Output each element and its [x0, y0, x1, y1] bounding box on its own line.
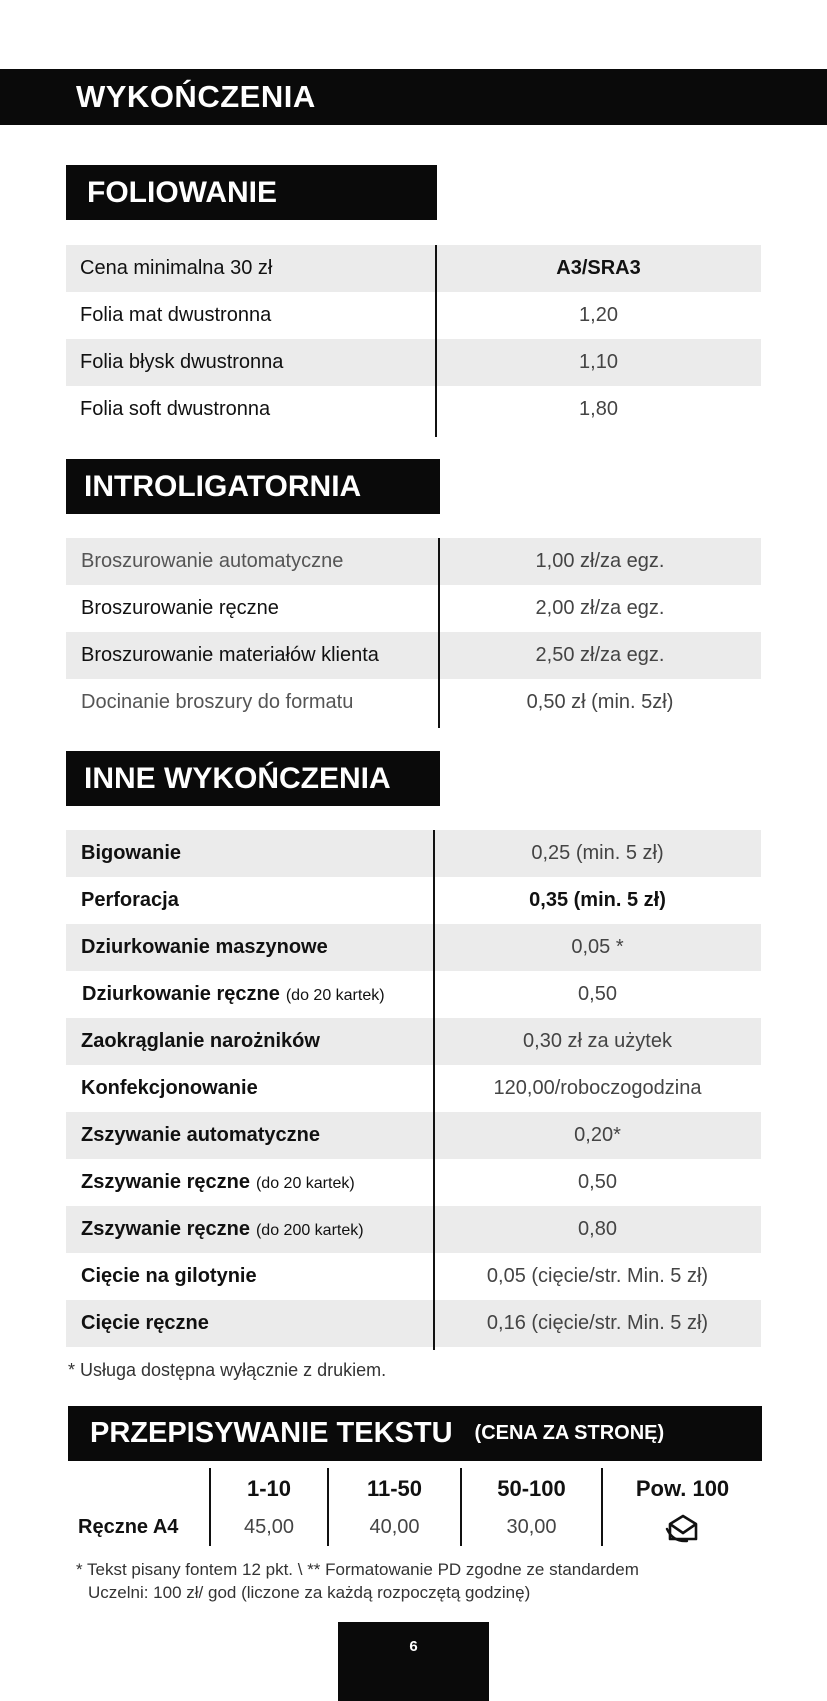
row-label: Zszywanie ręczne (do 20 kartek)	[81, 1171, 355, 1193]
range-header: 11-50	[366, 1476, 423, 1501]
range-header: 50-100	[497, 1476, 566, 1501]
row-label: Dziurkowanie maszynowe	[81, 936, 328, 958]
row-value: 0,50 zł (min. 5zł)	[526, 691, 674, 713]
row-label: Cięcie ręczne	[81, 1312, 209, 1334]
row-value: 0,80	[578, 1218, 617, 1240]
row-value: 0,16 (cięcie/str. Min. 5 zł)	[486, 1312, 709, 1334]
table-row	[66, 632, 761, 679]
table-row	[66, 1159, 761, 1206]
section-title-text: PRZEPISYWANIE TEKSTU	[90, 1417, 453, 1449]
note-line: * Tekst pisany fontem 12 pkt. \ ** Formatowanie PD zgodne ze standardem	[76, 1560, 639, 1579]
column-divider	[433, 830, 435, 1350]
note-line: Uczelni: 100 zł/ god (liczone za każdą rozpoczętą godzinę)	[88, 1583, 531, 1602]
row-label: Folia soft dwustronna	[80, 398, 271, 420]
row-label: Folia błysk dwustronna	[80, 351, 284, 373]
range-header: Pow. 100	[635, 1476, 730, 1501]
section-title-foliowanie	[66, 165, 437, 220]
row-label: Dziurkowanie ręczne (do 20 kartek)	[82, 983, 385, 1005]
row-value: 1,80	[579, 398, 618, 420]
section-title-text: INNE WYKOŃCZENIA	[84, 761, 391, 795]
row-label: Folia mat dwustronna	[80, 304, 272, 326]
row-label: Zaokrąglanie narożników	[81, 1030, 320, 1052]
row-label: Ręczne A4	[78, 1516, 179, 1538]
row-value: 0,05 (cięcie/str. Min. 5 zł)	[486, 1265, 709, 1287]
price-cell: 30,00	[506, 1516, 557, 1538]
row-value: 2,50 zł/za egz.	[535, 644, 665, 666]
table-row	[66, 971, 761, 1018]
section-subtitle: (CENA ZA STRONĘ)	[474, 1422, 665, 1444]
page-number-box	[338, 1622, 489, 1701]
row-value: 0,05 *	[571, 936, 624, 958]
table-row	[66, 1300, 761, 1347]
column-divider	[435, 245, 437, 437]
table-row	[66, 1018, 761, 1065]
table-row	[66, 1206, 761, 1253]
table-header-row	[66, 245, 761, 292]
price-cell: 40,00	[369, 1516, 420, 1538]
section-title-text: FOLIOWANIE	[87, 175, 277, 209]
row-value: 0,25 (min. 5 zł)	[531, 842, 664, 864]
inne-table	[66, 830, 761, 1347]
table-row	[66, 339, 761, 386]
table-row	[66, 877, 761, 924]
page-title-bar	[0, 69, 827, 125]
foliowanie-table	[66, 245, 761, 433]
header-value: A3/SRA3	[556, 257, 641, 279]
service-footnote: * Usługa dostępna wyłącznie z drukiem.	[68, 1360, 387, 1380]
row-label: Bigowanie	[81, 842, 182, 864]
row-label: Broszurowanie ręczne	[81, 597, 279, 619]
row-value: 0,35 (min. 5 zł)	[529, 889, 666, 911]
row-note: (do 200 kartek)	[255, 1222, 364, 1239]
section-title-introligatornia	[66, 459, 440, 514]
table-row	[66, 585, 761, 632]
section-title-text: INTROLIGATORNIA	[84, 469, 362, 503]
section-title-przepisywanie	[68, 1406, 762, 1461]
table-row	[66, 924, 761, 971]
row-label: Konfekcjonowanie	[81, 1077, 258, 1099]
row-value: 1,10	[579, 351, 618, 373]
range-header: 1-10	[246, 1476, 292, 1501]
row-label: Cięcie na gilotynie	[81, 1265, 257, 1287]
row-label: Broszurowanie materiałów klienta	[81, 644, 379, 666]
row-value: 0,30 zł za użytek	[523, 1030, 672, 1052]
page-title: WYKOŃCZENIA	[76, 79, 316, 114]
row-value: 0,50	[578, 983, 617, 1005]
price-cell: 45,00	[243, 1516, 295, 1538]
table-row	[66, 538, 761, 585]
row-value: 0,50	[578, 1171, 617, 1193]
row-note: (do 20 kartek)	[255, 1175, 355, 1192]
table-row	[66, 830, 761, 877]
table-row	[66, 386, 761, 433]
page-number: 6	[409, 1638, 418, 1655]
table-row	[66, 1253, 761, 1300]
table-row	[66, 679, 761, 726]
row-label: Broszurowanie automatyczne	[81, 550, 344, 572]
row-note: (do 20 kartek)	[285, 987, 385, 1004]
section-title-inne	[66, 751, 440, 806]
row-label: Docinanie broszury do formatu	[81, 691, 354, 713]
table-row	[66, 1065, 761, 1112]
column-divider	[438, 538, 440, 728]
header-label: Cena minimalna 30 zł	[80, 257, 273, 279]
introligatornia-table	[66, 538, 761, 726]
przepisywanie-table	[68, 1466, 762, 1548]
row-label: Zszywanie ręczne (do 200 kartek)	[81, 1218, 364, 1240]
row-label: Zszywanie automatyczne	[81, 1124, 320, 1146]
transcription-note	[76, 1558, 639, 1604]
row-label: Perforacja	[81, 889, 179, 911]
row-value: 1,00 zł/za egz.	[535, 550, 665, 572]
row-value: 120,00/roboczogodzina	[493, 1077, 702, 1099]
table-row	[66, 292, 761, 339]
table-row	[66, 1112, 761, 1159]
row-value: 1,20	[579, 304, 618, 326]
envelope-contact-icon	[603, 1512, 762, 1550]
row-value: 2,00 zł/za egz.	[535, 597, 665, 619]
row-value: 0,20*	[574, 1124, 621, 1146]
